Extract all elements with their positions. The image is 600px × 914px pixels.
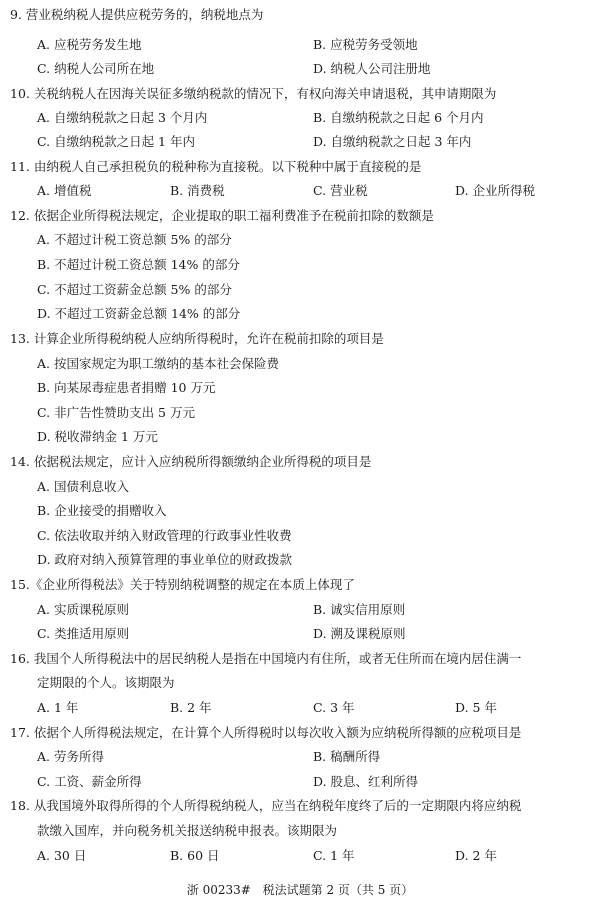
question-16-option-d: D. 5 年: [455, 700, 497, 715]
question-11-stem: 11. 由纳税人自己承担税负的税种称为直接税。以下税种中属于直接税的是: [10, 159, 422, 174]
question-18-stem-line-2: 款缴入国库，并向税务机关报送纳税申报表。该期限为: [37, 823, 338, 838]
question-13-option-c: C. 非广告性赞助支出 5 万元: [37, 405, 195, 420]
question-13-option-d: D. 税收滞纳金 1 万元: [37, 429, 158, 444]
question-12-option-row-d: [0, 303, 600, 325]
question-16-option-b: B. 2 年: [170, 700, 212, 715]
question-16-options: [0, 697, 600, 719]
question-10-option-a: A. 自缴纳税款之日起 3 个月内: [37, 110, 208, 125]
question-15-options-row-2: [0, 623, 600, 645]
question-14-option-row-a: [0, 476, 600, 498]
question-14-option-d: D. 政府对纳入预算管理的事业单位的财政拨款: [37, 552, 293, 567]
question-12-option-d: D. 不超过工资薪金总额 14% 的部分: [37, 306, 241, 321]
question-11-option-c: C. 营业税: [313, 183, 368, 198]
question-17-option-b: B. 稿酬所得: [313, 749, 381, 764]
question-14: [0, 451, 600, 473]
question-16-stem: 16. 我国个人所得税法中的居民纳税人是指在中国境内有住所，或者无住所而在境内居住满一: [10, 651, 522, 666]
question-18-stem: 18. 从我国境外取得所得的个人所得税纳税人，应当在纳税年度终了后的一定期限内将应纳税: [10, 798, 522, 813]
question-13-option-row-b: [0, 377, 600, 399]
question-14-option-c: C. 依法收取并纳入财政管理的行政事业性收费: [37, 528, 292, 543]
question-9-option-a: A. 应税劳务发生地: [37, 37, 142, 52]
question-16-stem-line-2: 定期限的个人。该期限为: [37, 675, 175, 690]
question-12-option-row-b: [0, 254, 600, 276]
question-11: [0, 156, 600, 178]
question-12-stem: 12. 依据企业所得税法规定，企业提取的职工福利费准予在税前扣除的数额是: [10, 208, 434, 223]
question-18-option-c: C. 1 年: [313, 848, 355, 863]
question-10-stem: 10. 关税纳税人在因海关误征多缴纳税款的情况下，有权向海关申请退税，其申请期限为: [10, 86, 497, 101]
question-16: [0, 648, 600, 670]
question-10: [0, 83, 600, 105]
page-footer: [0, 880, 600, 900]
question-12: [0, 205, 600, 227]
question-12-option-row-c: [0, 279, 600, 301]
question-9-option-c: C. 纳税人公司所在地: [37, 61, 155, 76]
question-12-option-b: B. 不超过计税工资总额 14% 的部分: [37, 257, 240, 272]
question-15-stem: 15.《企业所得税法》关于特别纳税调整的规定在本质上体现了: [10, 577, 355, 592]
question-10-option-b: B. 自缴纳税款之日起 6 个月内: [313, 110, 484, 125]
question-18: [0, 795, 600, 817]
question-14-stem: 14. 依据税法规定，应计入应纳税所得额缴纳企业所得税的项目是: [10, 454, 372, 469]
question-10-options-row-2: [0, 131, 600, 153]
question-17: [0, 722, 600, 744]
question-13-option-row-d: [0, 426, 600, 448]
question-14-option-row-c: [0, 525, 600, 547]
question-9: [0, 4, 600, 26]
question-10-option-d: D. 自缴纳税款之日起 3 年内: [313, 134, 472, 149]
question-15-option-a: A. 实质课税原则: [37, 602, 129, 617]
question-18-option-d: D. 2 年: [455, 848, 497, 863]
question-15-option-d: D. 溯及课税原则: [313, 626, 406, 641]
question-16-option-c: C. 3 年: [313, 700, 355, 715]
question-13-option-a: A. 按国家规定为职工缴纳的基本社会保险费: [37, 356, 279, 371]
question-12-option-row-a: [0, 229, 600, 251]
question-11-option-b: B. 消费税: [170, 183, 225, 198]
question-17-options-row-2: [0, 771, 600, 793]
question-17-option-d: D. 股息、红利所得: [313, 774, 419, 789]
question-15-option-c: C. 类推适用原则: [37, 626, 130, 641]
question-13-stem: 13. 计算企业所得税纳税人应纳所得税时，允许在税前扣除的项目是: [10, 331, 384, 346]
question-17-option-c: C. 工资、薪金所得: [37, 774, 142, 789]
question-9-option-b: B. 应税劳务受领地: [313, 37, 418, 52]
question-13: [0, 328, 600, 350]
question-14-option-row-b: [0, 500, 600, 522]
question-16-option-a: A. 1 年: [37, 700, 79, 715]
question-11-options: [0, 180, 600, 202]
question-18-options: [0, 845, 600, 867]
exam-code: 浙 00233#: [186, 883, 251, 897]
question-18-option-b: B. 60 日: [170, 848, 220, 863]
question-16-stem-continued: [0, 672, 600, 694]
question-9-options-row-2: [0, 58, 600, 80]
question-9-option-d: D. 纳税人公司注册地: [313, 61, 431, 76]
question-15: [0, 574, 600, 596]
question-11-option-d: D. 企业所得税: [455, 183, 536, 198]
question-17-options-row-1: [0, 746, 600, 768]
question-17-stem: 17. 依据个人所得税法规定，在计算个人所得税时以每次收入额为应纳税所得额的应税项目是: [10, 725, 522, 740]
question-15-option-b: B. 诚实信用原则: [313, 602, 406, 617]
question-12-option-c: C. 不超过工资薪金总额 5% 的部分: [37, 282, 232, 297]
question-15-options-row-1: [0, 599, 600, 621]
question-14-option-row-d: [0, 549, 600, 571]
question-13-option-row-a: [0, 353, 600, 375]
question-11-option-a: A. 增值税: [37, 183, 92, 198]
question-13-option-row-c: [0, 402, 600, 424]
question-14-option-a: A. 国债利息收入: [37, 479, 129, 494]
question-18-stem-continued: [0, 820, 600, 842]
question-9-stem: 9. 营业税纳税人提供应税劳务的，纳税地点为: [10, 7, 264, 22]
question-10-options-row-1: [0, 107, 600, 129]
question-9-options-row-1: [0, 34, 600, 56]
question-14-option-b: B. 企业接受的捐赠收入: [37, 503, 167, 518]
question-12-option-a: A. 不超过计税工资总额 5% 的部分: [37, 232, 232, 247]
question-17-option-a: A. 劳务所得: [37, 749, 104, 764]
question-10-option-c: C. 自缴纳税款之日起 1 年内: [37, 134, 195, 149]
question-13-option-b: B. 向某尿毒症患者捐赠 10 万元: [37, 380, 216, 395]
page-number: 税法试题第 2 页（共 5 页）: [262, 883, 414, 897]
question-18-option-a: A. 30 日: [37, 848, 87, 863]
